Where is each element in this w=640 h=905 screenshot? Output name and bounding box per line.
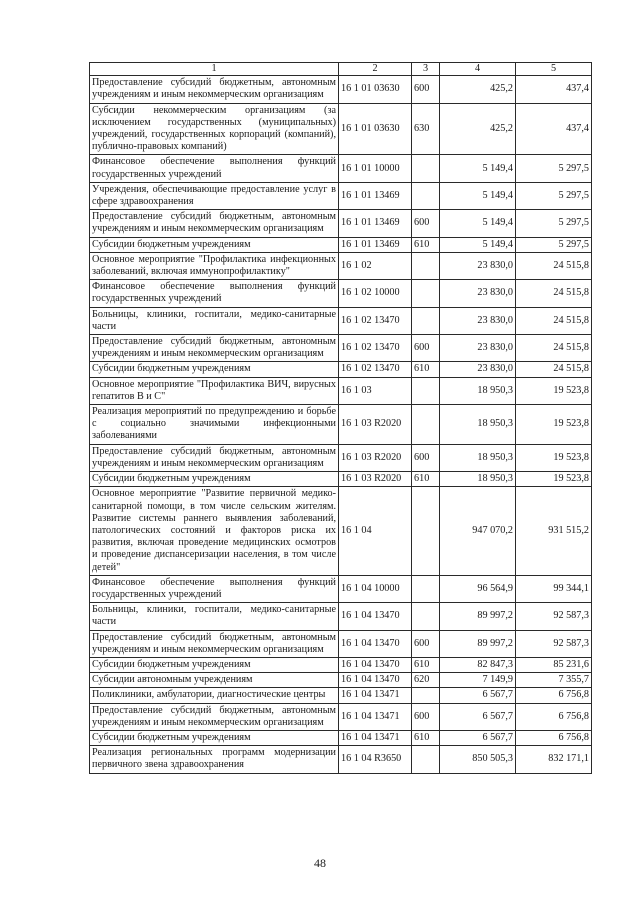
table-row	[90, 603, 592, 630]
row-expense-type-cell	[412, 603, 440, 630]
row-code-cell: 16 1 01 13469	[339, 237, 412, 252]
row-expense-type-cell	[412, 307, 440, 334]
header-col-3: 3	[412, 63, 440, 76]
table-row	[90, 377, 592, 404]
row-code-cell: 16 1 01 03630	[339, 76, 412, 103]
row-value-1-cell: 5 149,4	[440, 182, 516, 209]
row-value-1-cell: 5 149,4	[440, 237, 516, 252]
row-code-cell: 16 1 02 13470	[339, 362, 412, 377]
row-expense-type-cell: 600	[412, 76, 440, 103]
row-code-cell: 16 1 03 R2020	[339, 444, 412, 471]
page-number: 48	[314, 856, 326, 870]
row-value-2-cell: 19 523,8	[516, 444, 592, 471]
row-code-cell: 16 1 04 13470	[339, 657, 412, 672]
row-value-2-cell: 6 756,8	[516, 730, 592, 745]
row-expense-type-cell: 610	[412, 730, 440, 745]
budget-table	[89, 62, 592, 774]
row-code-cell: 16 1 02 10000	[339, 280, 412, 307]
table-row	[90, 155, 592, 182]
table-row	[90, 210, 592, 237]
row-expense-type-cell	[412, 182, 440, 209]
row-code-cell: 16 1 01 10000	[339, 155, 412, 182]
row-name-cell: Субсидии бюджетным учреждениям	[90, 362, 339, 377]
row-name-cell: Основное мероприятие "Развитие первичной медико-санитарной помощи, в том числе сельским жителям. Развитие системы раннего выявления заболеваний, патологических состояний и факторов риска их развития, включая проведение медицинских осмотров и проведение диспансеризации населения, в том числе детей"	[90, 487, 339, 575]
row-code-cell: 16 1 01 13469	[339, 182, 412, 209]
row-code-cell: 16 1 04 13470	[339, 603, 412, 630]
row-value-1-cell: 89 997,2	[440, 630, 516, 657]
row-value-1-cell: 7 149,9	[440, 673, 516, 688]
row-code-cell: 16 1 04 13471	[339, 730, 412, 745]
table-row	[90, 252, 592, 279]
table-row	[90, 307, 592, 334]
row-value-2-cell: 92 587,3	[516, 630, 592, 657]
row-value-2-cell: 19 523,8	[516, 472, 592, 487]
row-code-cell: 16 1 02 13470	[339, 335, 412, 362]
row-name-cell: Субсидии некоммерческим организациям (за исключением государственных (муниципальных) учреждений, государственных корпораций (компаний), публично-правовых компаний)	[90, 103, 339, 155]
table-row	[90, 673, 592, 688]
row-name-cell: Предоставление субсидий бюджетным, автономным учреждениям и иным некоммерческим организациям	[90, 444, 339, 471]
row-code-cell: 16 1 04 13470	[339, 630, 412, 657]
table-body	[90, 76, 592, 773]
row-name-cell: Субсидии бюджетным учреждениям	[90, 657, 339, 672]
row-value-1-cell: 23 830,0	[440, 362, 516, 377]
header-col-1: 1	[90, 63, 339, 76]
row-code-cell: 16 1 02	[339, 252, 412, 279]
row-expense-type-cell: 630	[412, 103, 440, 155]
table-row	[90, 76, 592, 103]
table-row	[90, 182, 592, 209]
row-name-cell: Финансовое обеспечение выполнения функций государственных учреждений	[90, 280, 339, 307]
row-value-2-cell: 99 344,1	[516, 575, 592, 602]
table-row	[90, 746, 592, 773]
row-value-2-cell: 6 756,8	[516, 688, 592, 703]
row-expense-type-cell	[412, 155, 440, 182]
row-value-1-cell: 6 567,7	[440, 688, 516, 703]
row-value-2-cell: 5 297,5	[516, 210, 592, 237]
row-code-cell: 16 1 03 R2020	[339, 405, 412, 445]
row-name-cell: Предоставление субсидий бюджетным, автономным учреждениям и иным некоммерческим организациям	[90, 703, 339, 730]
row-value-2-cell: 19 523,8	[516, 377, 592, 404]
row-name-cell: Финансовое обеспечение выполнения функций государственных учреждений	[90, 155, 339, 182]
row-value-2-cell: 19 523,8	[516, 405, 592, 445]
table-row	[90, 688, 592, 703]
row-value-1-cell: 18 950,3	[440, 377, 516, 404]
row-value-2-cell: 931 515,2	[516, 487, 592, 575]
row-expense-type-cell	[412, 688, 440, 703]
row-value-1-cell: 850 505,3	[440, 746, 516, 773]
row-value-1-cell: 425,2	[440, 76, 516, 103]
row-value-1-cell: 6 567,7	[440, 703, 516, 730]
row-value-2-cell: 832 171,1	[516, 746, 592, 773]
row-value-1-cell: 18 950,3	[440, 405, 516, 445]
row-expense-type-cell: 600	[412, 210, 440, 237]
row-value-2-cell: 24 515,8	[516, 362, 592, 377]
row-name-cell: Предоставление субсидий бюджетным, автономным учреждениям и иным некоммерческим организациям	[90, 210, 339, 237]
table-row	[90, 730, 592, 745]
row-expense-type-cell: 600	[412, 444, 440, 471]
row-expense-type-cell	[412, 280, 440, 307]
row-name-cell: Реализация мероприятий по предупреждению и борьбе с социально значимыми инфекционными заболеваниями	[90, 405, 339, 445]
row-expense-type-cell	[412, 377, 440, 404]
row-name-cell: Субсидии бюджетным учреждениям	[90, 472, 339, 487]
row-name-cell: Субсидии автономным учреждениям	[90, 673, 339, 688]
row-expense-type-cell	[412, 405, 440, 445]
row-code-cell: 16 1 04	[339, 487, 412, 575]
row-expense-type-cell	[412, 575, 440, 602]
row-code-cell: 16 1 03	[339, 377, 412, 404]
row-expense-type-cell: 620	[412, 673, 440, 688]
row-name-cell: Учреждения, обеспечивающие предоставление услуг в сфере здравоохранения	[90, 182, 339, 209]
row-code-cell: 16 1 03 R2020	[339, 472, 412, 487]
row-name-cell: Предоставление субсидий бюджетным, автономным учреждениям и иным некоммерческим организациям	[90, 335, 339, 362]
row-code-cell: 16 1 01 13469	[339, 210, 412, 237]
row-expense-type-cell	[412, 487, 440, 575]
row-name-cell: Субсидии бюджетным учреждениям	[90, 730, 339, 745]
row-name-cell: Основное мероприятие "Профилактика инфекционных заболеваний, включая иммунопрофилактику"	[90, 252, 339, 279]
row-value-1-cell: 18 950,3	[440, 444, 516, 471]
row-name-cell: Субсидии бюджетным учреждениям	[90, 237, 339, 252]
row-value-2-cell: 5 297,5	[516, 182, 592, 209]
row-value-1-cell: 23 830,0	[440, 280, 516, 307]
row-name-cell: Финансовое обеспечение выполнения функций государственных учреждений	[90, 575, 339, 602]
table-row	[90, 657, 592, 672]
row-name-cell: Больницы, клиники, госпитали, медико-санитарные части	[90, 307, 339, 334]
row-value-2-cell: 24 515,8	[516, 252, 592, 279]
row-value-1-cell: 23 830,0	[440, 307, 516, 334]
row-value-2-cell: 437,4	[516, 103, 592, 155]
row-value-2-cell: 92 587,3	[516, 603, 592, 630]
row-value-1-cell: 5 149,4	[440, 155, 516, 182]
table-row	[90, 335, 592, 362]
row-value-1-cell: 947 070,2	[440, 487, 516, 575]
row-value-2-cell: 85 231,6	[516, 657, 592, 672]
row-value-2-cell: 7 355,7	[516, 673, 592, 688]
row-name-cell: Предоставление субсидий бюджетным, автономным учреждениям и иным некоммерческим организациям	[90, 630, 339, 657]
table-row	[90, 472, 592, 487]
table-row	[90, 237, 592, 252]
table-row	[90, 405, 592, 445]
table-row	[90, 703, 592, 730]
row-value-1-cell: 89 997,2	[440, 603, 516, 630]
row-expense-type-cell: 610	[412, 237, 440, 252]
table-row	[90, 630, 592, 657]
header-col-2: 2	[339, 63, 412, 76]
row-name-cell: Больницы, клиники, госпитали, медико-санитарные части	[90, 603, 339, 630]
row-code-cell: 16 1 04 13470	[339, 673, 412, 688]
row-code-cell: 16 1 04 10000	[339, 575, 412, 602]
row-expense-type-cell: 610	[412, 362, 440, 377]
row-name-cell: Реализация региональных программ модернизации первичного звена здравоохранения	[90, 746, 339, 773]
row-value-1-cell: 18 950,3	[440, 472, 516, 487]
row-value-2-cell: 24 515,8	[516, 335, 592, 362]
table-row	[90, 575, 592, 602]
row-name-cell: Предоставление субсидий бюджетным, автономным учреждениям и иным некоммерческим организациям	[90, 76, 339, 103]
table-header-row	[90, 63, 592, 76]
row-code-cell: 16 1 04 13471	[339, 688, 412, 703]
row-value-2-cell: 5 297,5	[516, 237, 592, 252]
row-expense-type-cell: 600	[412, 335, 440, 362]
row-value-2-cell: 24 515,8	[516, 307, 592, 334]
table-row	[90, 444, 592, 471]
row-expense-type-cell: 600	[412, 703, 440, 730]
row-value-2-cell: 6 756,8	[516, 703, 592, 730]
row-value-2-cell: 437,4	[516, 76, 592, 103]
row-value-1-cell: 82 847,3	[440, 657, 516, 672]
row-code-cell: 16 1 01 03630	[339, 103, 412, 155]
row-value-2-cell: 24 515,8	[516, 280, 592, 307]
row-expense-type-cell: 610	[412, 472, 440, 487]
row-value-1-cell: 5 149,4	[440, 210, 516, 237]
row-value-1-cell: 23 830,0	[440, 252, 516, 279]
row-expense-type-cell	[412, 252, 440, 279]
row-value-1-cell: 425,2	[440, 103, 516, 155]
table-row	[90, 280, 592, 307]
row-code-cell: 16 1 02 13470	[339, 307, 412, 334]
row-expense-type-cell: 610	[412, 657, 440, 672]
row-expense-type-cell: 600	[412, 630, 440, 657]
table-row	[90, 362, 592, 377]
table-row	[90, 103, 592, 155]
row-value-1-cell: 23 830,0	[440, 335, 516, 362]
row-name-cell: Основное мероприятие "Профилактика ВИЧ, вирусных гепатитов В и С"	[90, 377, 339, 404]
row-value-1-cell: 96 564,9	[440, 575, 516, 602]
header-col-5: 5	[516, 63, 592, 76]
header-col-4: 4	[440, 63, 516, 76]
row-code-cell: 16 1 04 13471	[339, 703, 412, 730]
row-expense-type-cell	[412, 746, 440, 773]
row-value-2-cell: 5 297,5	[516, 155, 592, 182]
row-name-cell: Поликлиники, амбулатории, диагностические центры	[90, 688, 339, 703]
table-row	[90, 487, 592, 575]
row-code-cell: 16 1 04 R3650	[339, 746, 412, 773]
row-value-1-cell: 6 567,7	[440, 730, 516, 745]
